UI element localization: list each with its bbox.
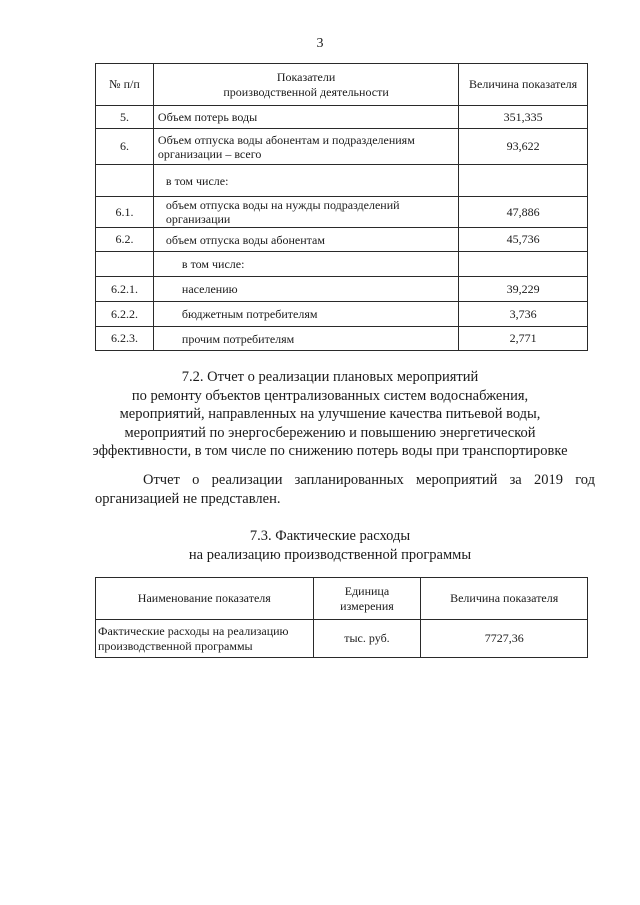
table-row [96, 327, 588, 351]
row-name [96, 620, 314, 658]
row-num: 6. [96, 129, 154, 165]
row-name-line2: производственной программы [98, 638, 253, 653]
row-num [96, 165, 154, 197]
heading-line: по ремонту объектов централизованных систем водоснабжения, [131, 387, 529, 404]
row-value [459, 252, 588, 277]
row-num: 6.1. [96, 197, 154, 228]
header-value: Величина показателя [459, 64, 588, 106]
header-indicator-line1: Показатели [276, 69, 336, 84]
heading-line: мероприятий, направленных на улучшение качества питьевой воды, [119, 406, 541, 423]
row-value: 7727,36 [421, 620, 588, 658]
row-num: 5. [96, 106, 154, 129]
row-name: объем отпуска воды на нужды подразделений организации [153, 197, 458, 228]
paragraph-line1: Отчет о реализации запланированных мероприятий за 2019 год [143, 472, 595, 488]
row-name: в том числе: [153, 252, 458, 277]
row-name: Объем потерь воды [153, 106, 458, 129]
row-name: объем отпуска воды абонентам [153, 228, 458, 252]
heading-line: эффективности, в том числе по снижению потерь воды при транспортировке [92, 443, 568, 460]
row-name: Объем отпуска воды абонентам и подразделениям организации – всего [153, 129, 458, 165]
header-unit-line1: Единица [344, 583, 390, 598]
row-name: прочим потребителям [153, 327, 458, 351]
row-value [459, 165, 588, 197]
heading-line: 7.3. Фактические расходы [249, 528, 411, 544]
table-row [96, 106, 588, 129]
header-unit-line2: измерения [340, 598, 394, 613]
row-value: 3,736 [459, 302, 588, 327]
row-num: 6.2.2. [96, 302, 154, 327]
row-value: 2,771 [459, 327, 588, 351]
row-name: бюджетным потребителям [153, 302, 458, 327]
table-row [96, 197, 588, 228]
table-row [96, 228, 588, 252]
row-value: 39,229 [459, 277, 588, 302]
page-number: 3 [316, 36, 324, 51]
table-header-row [96, 578, 588, 620]
row-unit: тыс. руб. [313, 620, 421, 658]
table-row [96, 165, 588, 197]
production-indicators-table [95, 63, 588, 351]
heading-line: на реализацию производственной программы [188, 546, 472, 563]
header-indicator-line2: производственной деятельности [223, 84, 389, 99]
row-name-line1: Фактические расходы на реализацию [98, 623, 289, 638]
header-indicator [153, 64, 458, 106]
actual-expenses-table [95, 577, 588, 658]
row-num: 6.2. [96, 228, 154, 252]
row-name: в том числе: [153, 165, 458, 197]
table-row [96, 129, 588, 165]
table-header-row [96, 64, 588, 106]
section-7-2-heading [60, 368, 600, 461]
row-value: 47,886 [459, 197, 588, 228]
header-num: № п/п [96, 64, 154, 106]
row-num: 6.2.1. [96, 277, 154, 302]
header-unit [313, 578, 421, 620]
row-num [96, 252, 154, 277]
row-value: 93,622 [459, 129, 588, 165]
header-value: Величина показателя [421, 578, 588, 620]
table-row [96, 620, 588, 658]
row-value: 351,335 [459, 106, 588, 129]
header-name: Наименование показателя [96, 578, 314, 620]
row-value: 45,736 [459, 228, 588, 252]
table-row [96, 252, 588, 277]
section-7-3-heading [60, 527, 600, 564]
heading-line: 7.2. Отчет о реализации плановых мероприятий [181, 369, 479, 385]
paragraph-line2: организацией не представлен. [95, 491, 281, 507]
heading-line: мероприятий по энергосбережению и повышению энергетической [124, 424, 536, 441]
row-name: населению [153, 277, 458, 302]
row-num: 6.2.3. [96, 327, 154, 351]
table-row [96, 277, 588, 302]
table-row [96, 302, 588, 327]
report-paragraph [95, 471, 595, 509]
